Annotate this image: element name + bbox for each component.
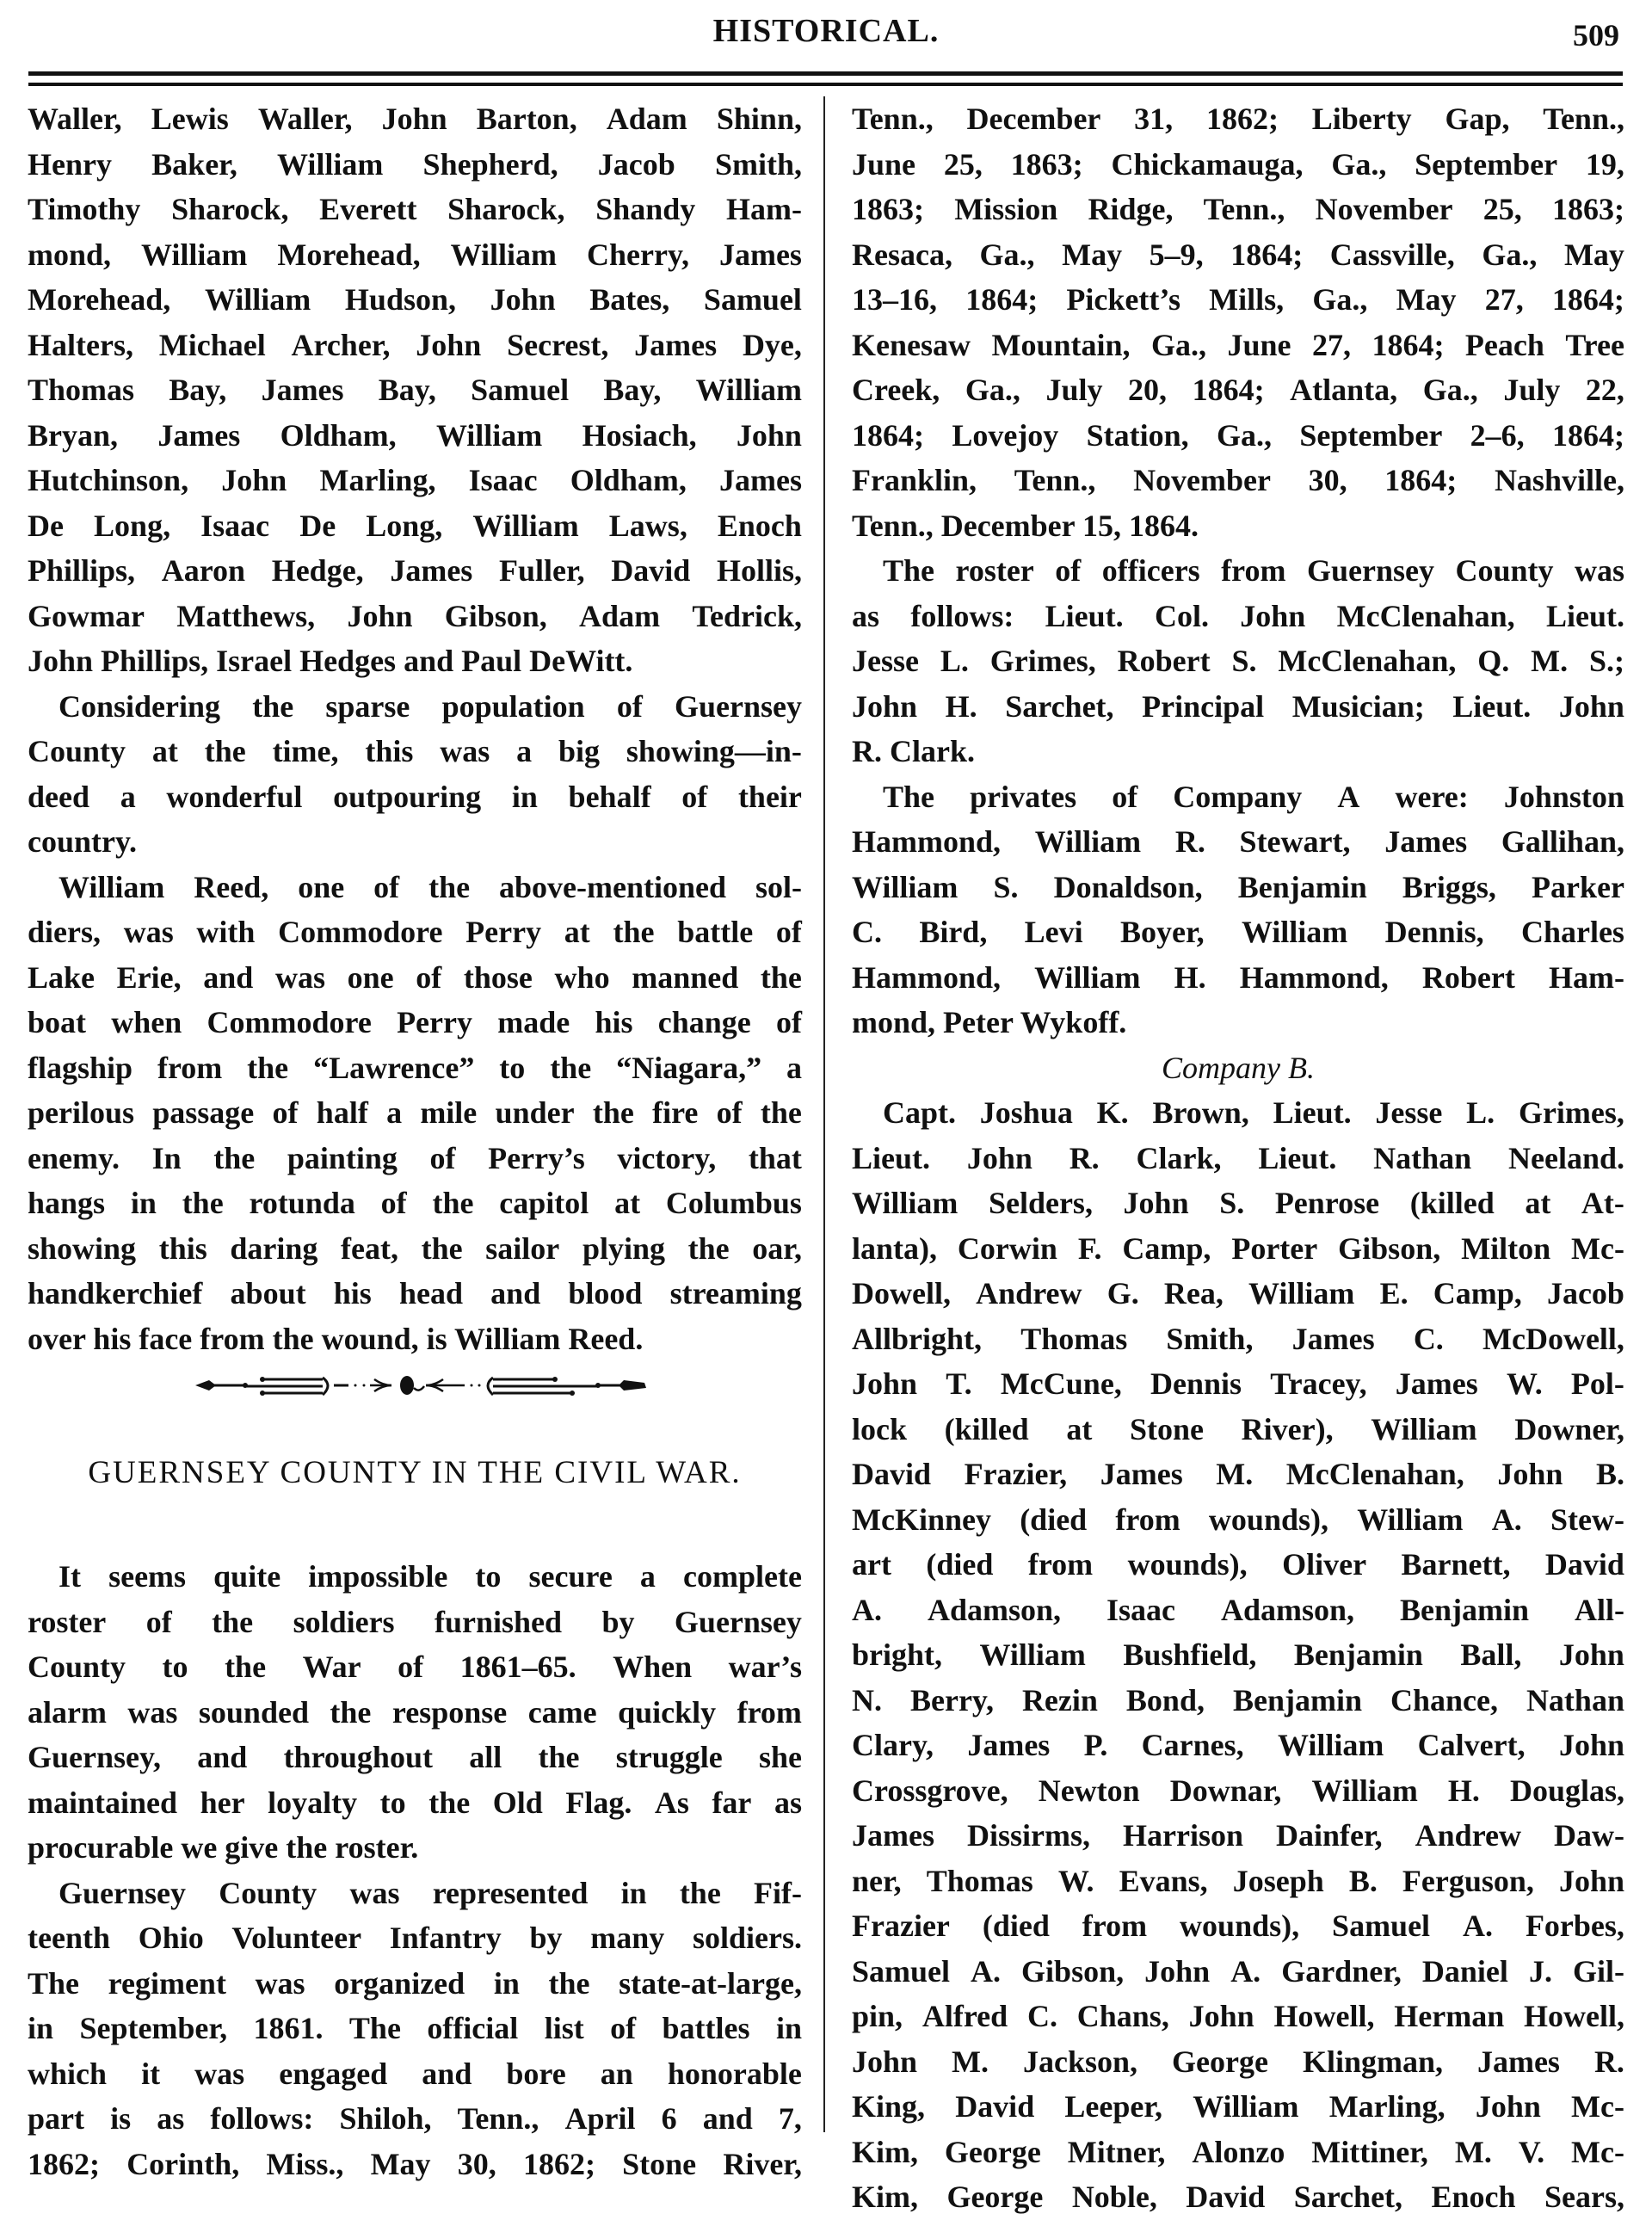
text-line: 1863; Mission Ridge, Tenn., November 25, 1863; <box>852 192 1624 226</box>
text-line: Kenesaw Mountain, Ga., June 27, 1864; Peach Tree <box>852 327 1624 362</box>
text-line: William Selders, John S. Penrose (killed at At- <box>852 1186 1624 1220</box>
text-line: alarm was sounded the response came quickly from <box>28 1694 802 1730</box>
text-line: Bryan, James Oldham, William Hosiach, John <box>28 417 802 453</box>
left-column <box>28 96 802 1361</box>
column-divider <box>823 96 825 2132</box>
text-line: maintained her loyalty to the Old Flag. As far as <box>28 1785 802 1820</box>
text-line: The roster of officers from Guernsey County was <box>883 553 1624 588</box>
decorative-divider-ornament-icon <box>194 1371 650 1402</box>
text-line: David Frazier, James M. McClenahan, John B. <box>852 1457 1624 1491</box>
text-line: 1862; Corinth, Miss., May 30, 1862; Stone River, <box>28 2146 802 2181</box>
text-line: Franklin, Tenn., November 30, 1864; Nashville, <box>852 463 1624 497</box>
text-line: showing this daring feat, the sailor plying the oar, <box>28 1230 802 1266</box>
text-line: teenth Ohio Volunteer Infantry by many soldiers. <box>28 1921 802 1955</box>
text-line: Frazier (died from wounds), Samuel A. Forbes, <box>852 1909 1624 1943</box>
text-line: Samuel A. Gibson, John A. Gardner, Daniel J. Gil- <box>852 1953 1624 1989</box>
text-line: Capt. Joshua K. Brown, Lieut. Jesse L. Grimes, <box>883 1095 1624 1130</box>
text-line: Halters, Michael Archer, John Secrest, James Dye, <box>28 327 802 362</box>
text-line: Allbright, Thomas Smith, James C. McDowell, <box>852 1321 1624 1356</box>
text-line: art (died from wounds), Oliver Barnett, David <box>852 1547 1624 1582</box>
text-line: over his face from the wound, is William Reed. <box>28 1321 644 1356</box>
text-line: The privates of Company A were: Johnston <box>883 779 1624 814</box>
text-line: which it was engaged and bore an honorable <box>28 2056 802 2091</box>
header-rule-bottom <box>28 83 1623 86</box>
text-line: 1864; Lovejoy Station, Ga., September 2–6, 1864; <box>852 417 1624 453</box>
text-line: The regiment was organized in the state-at-large, <box>28 1965 802 2001</box>
text-line: bright, William Bushfield, Benjamin Ball, John <box>852 1637 1624 1672</box>
text-line: pin, Alfred C. Chans, John Howell, Herman Howell, <box>852 1999 1624 2033</box>
text-line: deed a wonderful outpouring in behalf of their <box>28 779 802 814</box>
roster-continued <box>28 96 802 684</box>
text-line: Hammond, William H. Hammond, Robert Ham- <box>852 959 1624 995</box>
text-line: Morehead, William Hudson, John Bates, Samuel <box>28 282 802 317</box>
text-line: June 25, 1863; Chickamauga, Ga., September 19, <box>852 146 1624 182</box>
text-line: Hutchinson, John Marling, Isaac Oldham, James <box>28 463 802 497</box>
paragraph-officers <box>852 548 1624 774</box>
text-line: mond, Peter Wykoff. <box>852 1005 1127 1039</box>
text-line: Guernsey County was represented in the Fif- <box>59 1875 802 1910</box>
text-line: enemy. In the painting of Perry’s victory, that <box>28 1140 802 1175</box>
text-line: Crossgrove, Newton Downar, William H. Douglas, <box>852 1773 1624 1808</box>
text-line: in September, 1861. The official list of battles in <box>28 2011 802 2045</box>
text-line: James Dissirms, Harrison Dainfer, Andrew Daw- <box>852 1818 1624 1853</box>
text-line: Jesse L. Grimes, Robert S. McClenahan, Q. M. S.; <box>852 644 1624 678</box>
text-line: Henry Baker, William Shepherd, Jacob Smith, <box>28 146 802 182</box>
text-line: perilous passage of half a mile under the fire of the <box>28 1095 802 1130</box>
text-line: John M. Jackson, George Klingman, James R. <box>852 2044 1624 2079</box>
text-line: procurable we give the roster. <box>28 1830 419 1865</box>
battles-continued <box>852 96 1624 548</box>
text-line: John Phillips, Israel Hedges and Paul DeWitt. <box>28 644 633 678</box>
text-line: country. <box>28 824 138 859</box>
left-column-lower <box>28 1554 802 2186</box>
text-line: A. Adamson, Isaac Adamson, Benjamin All- <box>852 1592 1624 1627</box>
section-heading: GUERNSEY COUNTY IN THE CIVIL WAR. <box>88 1455 742 1490</box>
text-line: Thomas Bay, James Bay, Samuel Bay, William <box>28 373 802 407</box>
text-line: William Reed, one of the above-mentioned sol- <box>59 869 802 904</box>
text-line: mond, William Morehead, William Cherry, James <box>28 237 802 272</box>
company-b-heading: Company B. <box>1162 1050 1315 1085</box>
paragraph-intro <box>28 1554 802 1871</box>
text-line: County at the time, this was a big showing—in- <box>28 734 802 768</box>
right-column <box>852 96 1624 2220</box>
text-line: ner, Thomas W. Evans, Joseph B. Ferguson, John <box>852 1863 1624 1898</box>
paragraph-fifteenth <box>28 1871 802 2187</box>
text-line: John H. Sarchet, Principal Musician; Lieut. John <box>852 688 1624 724</box>
text-line: C. Bird, Levi Boyer, William Dennis, Charles <box>852 915 1624 949</box>
paragraph-considering <box>28 684 802 865</box>
text-line: diers, was with Commodore Perry at the battle of <box>28 915 802 949</box>
text-line: Gowmar Matthews, John Gibson, Adam Tedrick, <box>28 598 802 633</box>
text-line: handkerchief about his head and blood streaming <box>28 1276 802 1310</box>
text-line: Considering the sparse population of Guernsey <box>59 688 802 724</box>
text-line: part is as follows: Shiloh, Tenn., April 6 and 7, <box>28 2101 802 2136</box>
text-line: County to the War of 1861–65. When war’s <box>28 1650 802 1684</box>
paragraph-reed <box>28 865 802 1362</box>
text-line: 13–16, 1864; Pickett’s Mills, Ga., May 27, 1864; <box>852 282 1624 317</box>
text-line: Phillips, Aaron Hedge, James Fuller, David Hollis, <box>28 553 802 588</box>
text-line: Clary, James P. Carnes, William Calvert, John <box>852 1728 1624 1762</box>
text-line: Lieut. John R. Clark, Lieut. Nathan Neeland. <box>852 1140 1624 1175</box>
text-line: Guernsey, and throughout all the struggle she <box>28 1740 802 1774</box>
header-rule-top <box>28 71 1623 76</box>
text-line: McKinney (died from wounds), William A. Stew- <box>852 1502 1624 1537</box>
paragraph-company-b <box>852 1090 1624 2220</box>
text-line: Timothy Sharock, Everett Sharock, Shandy Ham- <box>28 192 802 226</box>
text-line: William S. Donaldson, Benjamin Briggs, Parker <box>852 869 1624 904</box>
paragraph-company-a <box>852 774 1624 1045</box>
running-head: HISTORICAL. <box>712 13 940 49</box>
text-line: Dowell, Andrew G. Rea, William E. Camp, Jacob <box>852 1276 1624 1310</box>
text-line: roster of the soldiers furnished by Guernsey <box>28 1604 802 1639</box>
text-line: Hammond, William R. Stewart, James Gallihan, <box>852 824 1624 859</box>
text-line: Creek, Ga., July 20, 1864; Atlanta, Ga., July 22, <box>852 373 1624 407</box>
text-line: De Long, Isaac De Long, William Laws, Enoch <box>28 508 802 543</box>
text-line: as follows: Lieut. Col. John McClenahan, Lieut. <box>852 598 1624 633</box>
text-line: boat when Commodore Perry made his change of <box>28 1005 802 1039</box>
text-line: hangs in the rotunda of the capitol at Columbus <box>28 1186 802 1220</box>
text-line: Waller, Lewis Waller, John Barton, Adam Shinn, <box>28 102 802 136</box>
text-line: lock (killed at Stone River), William Downer, <box>852 1411 1624 1446</box>
text-line: Kim, George Mitner, Alonzo Mittiner, M. V. Mc- <box>852 2134 1624 2169</box>
text-line: Kim, George Noble, David Sarchet, Enoch Sears, <box>852 2180 1624 2214</box>
text-line: King, David Leeper, William Marling, John Mc- <box>852 2089 1624 2124</box>
text-line: It seems quite impossible to secure a complete <box>59 1559 802 1594</box>
text-line: Tenn., December 15, 1864. <box>852 508 1199 543</box>
text-line: John T. McCune, Dennis Tracey, James W. Pol- <box>852 1366 1624 1401</box>
text-line: Lake Erie, and was one of those who manned the <box>28 959 802 995</box>
text-line: R. Clark. <box>852 734 975 768</box>
page-number: 509 <box>1573 18 1619 52</box>
text-line: lanta), Corwin F. Camp, Porter Gibson, Milton Mc- <box>852 1230 1624 1266</box>
text-line: N. Berry, Rezin Bond, Benjamin Chance, Nathan <box>852 1682 1624 1717</box>
text-line: Tenn., December 31, 1862; Liberty Gap, Tenn., <box>852 102 1624 136</box>
text-line: Resaca, Ga., May 5–9, 1864; Cassville, Ga., May <box>852 237 1624 272</box>
text-line: flagship from the “Lawrence” to the “Niagara,” a <box>28 1050 802 1085</box>
